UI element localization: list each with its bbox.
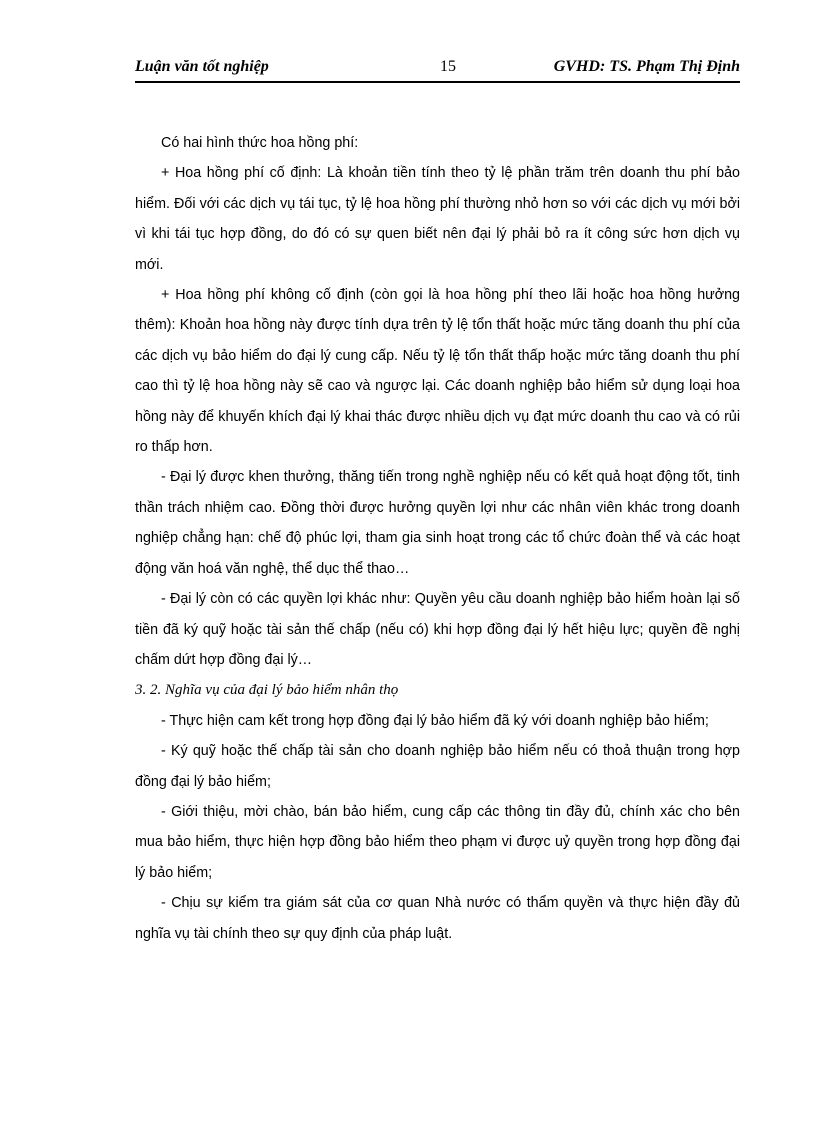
paragraph-rewards: - Đại lý được khen thưởng, thăng tiến trong nghề nghiệp nếu có kết quả hoạt động tốt, tinh thần trách nhiệm cao. Đồng thời được hưởng quyền lợi như các nhân viên khác trong doanh nghiệp chẳng hạn: chế độ phúc lợi, tham gia sinh hoạt trong các tổ chức đoàn thể và các hoạt động văn hoá văn nghệ, thể dục thể thao…	[135, 469, 740, 577]
paragraph-duty-1: - Thực hiện cam kết trong hợp đồng đại lý bảo hiểm đã ký với doanh nghiệp bảo hiểm;	[161, 712, 709, 729]
paragraph-variable-commission: + Hoa hồng phí không cố định (còn gọi là hoa hồng phí theo lãi hoặc hoa hồng hưởng thêm): Khoản hoa hồng này được tính dựa trên tỷ lệ tổn thất hoặc mức tăng doanh thu phí của các dịch vụ bảo hiểm do đại lý cung cấp. Nếu tỷ lệ tổn thất thấp hoặc mức tăng doanh thu phí cao thì tỷ lệ hoa hồng này sẽ cao và ngược lại. Các doanh nghiệp bảo hiểm sử dụng loại hoa hồng này để khuyến khích đại lý khai thác được nhiều dịch vụ đạt mức doanh thu cao và có rủi ro thấp hơn.	[135, 287, 740, 456]
header-supervisor: GVHD: TS. Phạm Thị Định	[553, 58, 740, 75]
paragraph-other-rights: - Đại lý còn có các quyền lợi khác như: Quyền yêu cầu doanh nghiệp bảo hiểm hoàn lại số tiền đã ký quỹ hoặc tài sản thế chấp (nếu có) khi hợp đồng đại lý hết hiệu lực; quyền đề nghị chấm dứt hợp đồng đại lý…	[135, 591, 740, 668]
section-heading: 3. 2. Nghĩa vụ của đại lý bảo hiểm nhân thọ	[135, 682, 399, 699]
paragraph-duty-4: - Chịu sự kiểm tra giám sát của cơ quan Nhà nước có thẩm quyền và thực hiện đầy đủ nghĩa vụ tài chính theo sự quy định của pháp luật.	[135, 895, 740, 942]
paragraph-duty-3: - Giới thiệu, mời chào, bán bảo hiểm, cung cấp các thông tin đầy đủ, chính xác cho bên mua bảo hiểm, thực hiện hợp đồng bảo hiểm theo phạm vi được uỷ quyền trong hợp đồng đại lý bảo hiểm;	[135, 803, 740, 881]
header-divider	[135, 81, 740, 83]
page-number: 15	[440, 58, 456, 75]
page-header	[135, 58, 740, 80]
paragraph-duty-2: - Ký quỹ hoặc thế chấp tài sản cho doanh nghiệp bảo hiểm nếu có thoả thuận trong hợp đồng đại lý bảo hiểm;	[135, 743, 740, 790]
document-body	[135, 128, 740, 949]
header-thesis-title: Luận văn tốt nghiệp	[135, 58, 269, 75]
paragraph-intro: Có hai hình thức hoa hồng phí:	[161, 135, 359, 151]
paragraph-fixed-commission: + Hoa hồng phí cố định: Là khoản tiền tính theo tỷ lệ phần trăm trên doanh thu phí bảo hiểm. Đối với các dịch vụ tái tục, tỷ lệ hoa hồng phí thường nhỏ hơn so với các dịch vụ mới bởi vì khi tái tục hợp đồng, do đó có sự quen biết nên đại lý phải bỏ ra ít công sức hơn dịch vụ mới.	[135, 165, 740, 273]
